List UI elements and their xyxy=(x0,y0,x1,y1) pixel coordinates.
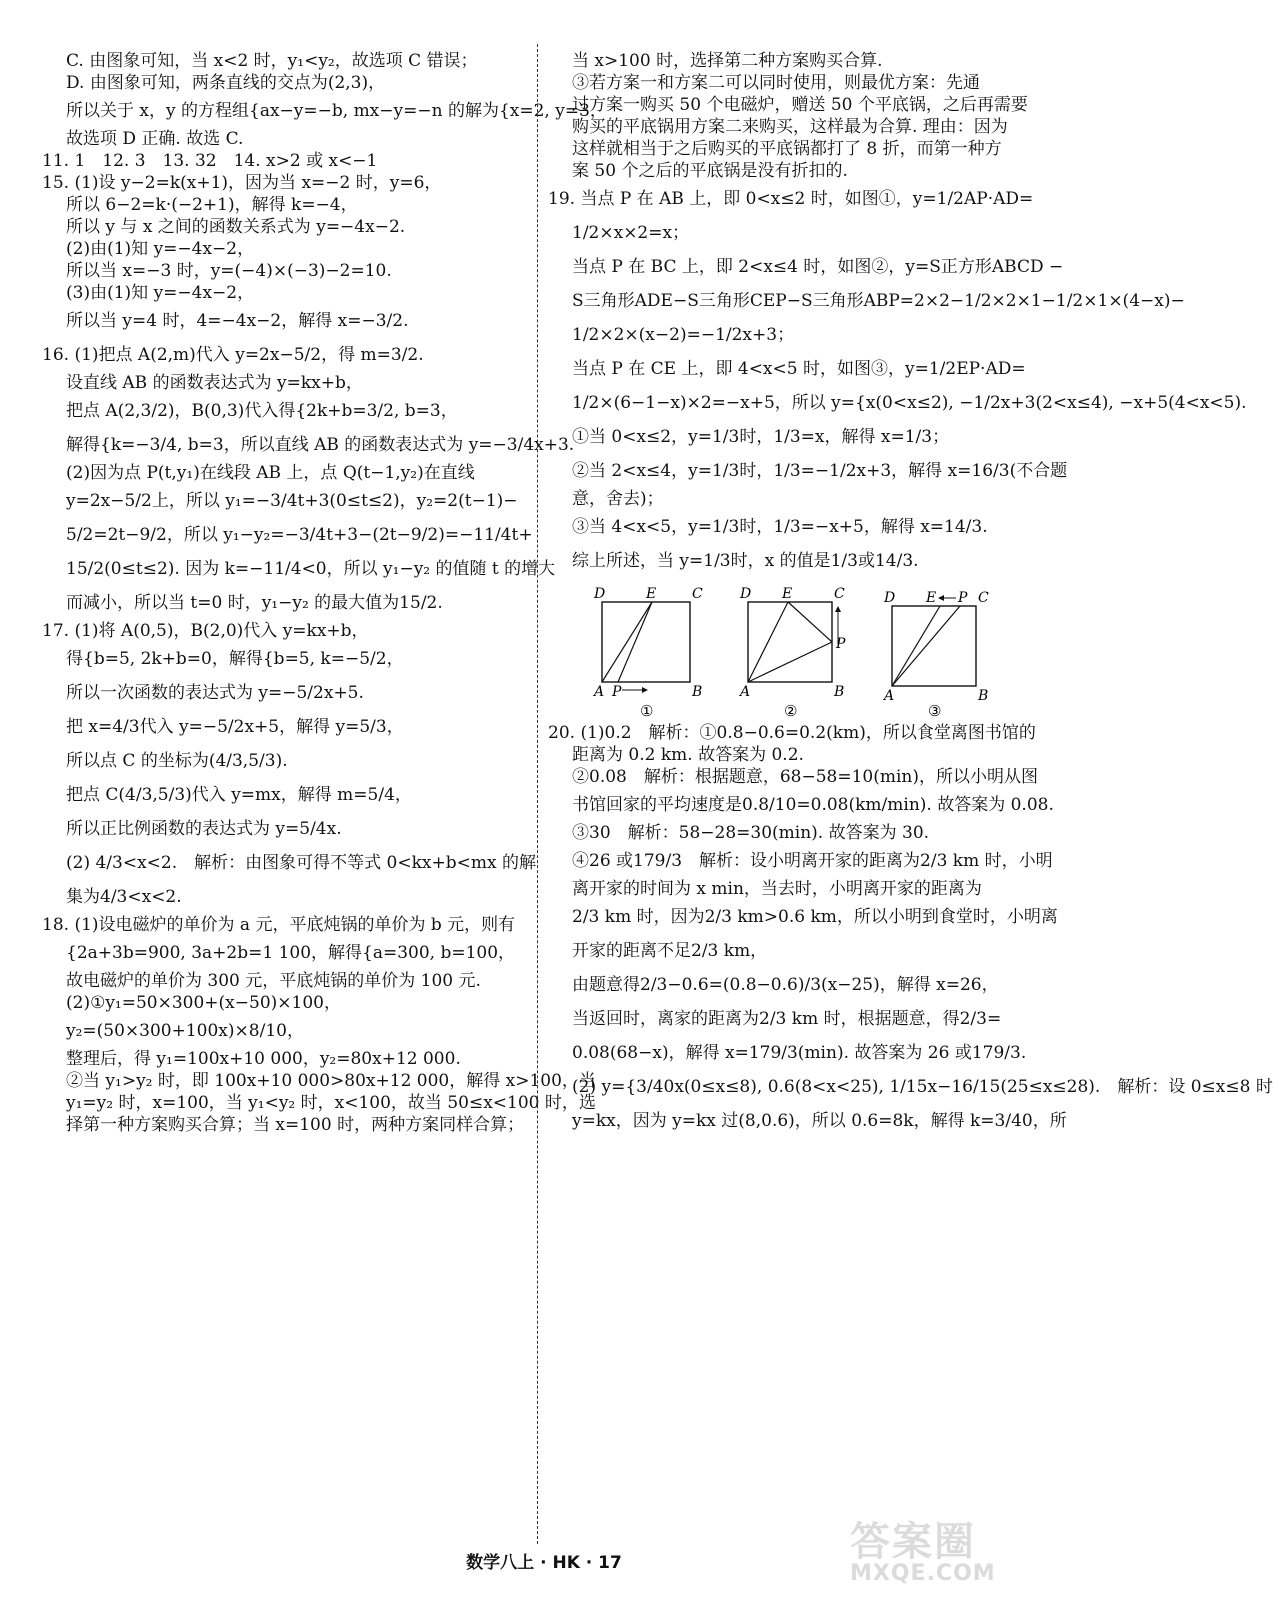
text-line: 设直线 AB 的函数表达式为 y=kx+b， xyxy=(66,373,363,393)
text-line: ③当 4<x<5，y=1/3时，1/3=−x+5，解得 x=14/3. xyxy=(572,517,988,537)
label-c: C xyxy=(692,586,703,602)
figure-3 xyxy=(882,586,1002,720)
text-line: (2) 4/3<x<2. 解析：由图象可得不等式 0<kx+b<mx 的解 xyxy=(66,853,536,873)
text-line: 离开家的时间为 x min，当去时，小明离开家的距离为 xyxy=(572,879,982,899)
text-line: 2/3 km 时，因为2/3 km>0.6 km，所以小明到食堂时，小明离 xyxy=(572,907,1058,927)
text-line: (2)由(1)知 y=−4x−2， xyxy=(66,239,255,259)
text-line: 1/2×(6−1−x)×2=−x+5，所以 y={x(0<x≤2), −1/2x+3(2<x≤4), −x+5(4<x<5). xyxy=(572,393,1247,413)
text-line: 集为4/3<x<2. xyxy=(66,887,182,907)
text-line: {2a+3b=900, 3a+2b=1 100，解得{a=300, b=100， xyxy=(66,943,516,963)
text-line: y₂=(50×300+100x)×8/10， xyxy=(66,1021,304,1041)
figure-1 xyxy=(592,586,703,720)
label-e: E xyxy=(926,590,937,606)
text-line: 购买的平底锅用方案二来购买，这样最为合算. 理由：因为 xyxy=(572,117,1008,137)
text-line: 开家的距离不足2/3 km， xyxy=(572,941,768,961)
text-line: ④26 或179/3 解析：设小明离开家的距离为2/3 km 时，小明 xyxy=(572,851,1053,871)
figure-2 xyxy=(738,586,858,720)
text-line: 16. (1)把点 A(2,m)代入 y=2x−5/2，得 m=3/2. xyxy=(42,345,424,365)
text-line: 所以一次函数的表达式为 y=−5/2x+5. xyxy=(66,683,364,703)
right-column xyxy=(548,50,1273,1138)
text-line: ②0.08 解析：根据题意，68−58=10(min)，所以小明从图 xyxy=(572,767,1039,787)
figure-number: ③ xyxy=(928,702,942,720)
text-line: 19. 当点 P 在 AB 上，即 0<x≤2 时，如图①，y=1/2AP·AD= xyxy=(548,189,1034,209)
text-line: ③30 解析：58−28=30(min). 故答案为 30. xyxy=(572,823,930,843)
label-p: P xyxy=(612,684,622,700)
text-line: ③若方案一和方案二可以同时使用，则最优方案：先通 xyxy=(572,73,980,93)
text-line: 而减小，所以当 t=0 时，y₁−y₂ 的最大值为15/2. xyxy=(66,593,443,613)
figure-number: ① xyxy=(640,702,654,720)
label-e: E xyxy=(782,586,793,602)
text-line: 11. 1 12. 3 13. 32 14. x>2 或 x<−1 xyxy=(42,151,378,171)
text-line: 过方案一购买 50 个电磁炉，赠送 50 个平底锅，之后再需要 xyxy=(572,95,1028,115)
text-line: 18. (1)设电磁炉的单价为 a 元，平底炖锅的单价为 b 元，则有 xyxy=(42,915,516,935)
watermark xyxy=(850,1510,1080,1595)
text-line: 这样就相当于之后购买的平底锅都打了 8 折，而第一种方 xyxy=(572,139,1002,159)
text-line: 综上所述，当 y=1/3时，x 的值是1/3或14/3. xyxy=(572,551,919,571)
text-line: 所以 y 与 x 之间的函数关系式为 y=−4x−2. xyxy=(66,217,406,237)
text-line: 所以当 y=4 时，4=−4x−2，解得 x=−3/2. xyxy=(66,311,409,331)
label-b: B xyxy=(692,684,703,700)
text-line: 17. (1)将 A(0,5)，B(2,0)代入 y=kx+b， xyxy=(42,621,369,641)
text-line: 书馆回家的平均速度是0.8/10=0.08(km/min). 故答案为 0.08. xyxy=(572,795,1054,815)
text-line: 所以正比例函数的表达式为 y=5/4x. xyxy=(66,819,342,839)
text-line: 所以当 x=−3 时，y=(−4)×(−3)−2=10. xyxy=(66,261,392,281)
text-line: S三角形ADE−S三角形CEP−S三角形ABP=2×2−1/2×2×1−1/2×1×(4−x)− xyxy=(572,291,1185,311)
text-line: 故电磁炉的单价为 300 元，平底炖锅的单价为 100 元. xyxy=(66,971,481,991)
text-line: 由题意得2/3−0.6=(0.8−0.6)/3(x−25)，解得 x=26， xyxy=(572,975,999,995)
text-line: 所以点 C 的坐标为(4/3,5/3). xyxy=(66,751,288,771)
text-line: 案 50 个之后的平底锅是没有折扣的. xyxy=(572,161,848,181)
text-line: 整理后，得 y₁=100x+10 000，y₂=80x+12 000. xyxy=(66,1049,461,1069)
text-line: 所以关于 x，y 的方程组{ax−y=−b, mx−y=−n 的解为{x=2, y=3， xyxy=(66,101,607,121)
label-p: P xyxy=(836,636,846,652)
label-b: B xyxy=(834,684,845,700)
text-line: 1/2×2×(x−2)=−1/2x+3； xyxy=(572,325,795,345)
text-line: 距离为 0.2 km. 故答案为 0.2. xyxy=(572,745,804,765)
label-b: B xyxy=(978,688,989,704)
watermark-url: MXQE.COM xyxy=(850,1561,996,1586)
text-line: y₁=y₂ 时，x=100，当 y₁<y₂ 时，x<100，故当 50≤x<100 时，选 xyxy=(66,1093,596,1113)
right-bottom-block xyxy=(548,722,1273,1138)
text-line: 当点 P 在 CE 上，即 4<x<5 时，如图③，y=1/2EP·AD= xyxy=(572,359,1026,379)
text-line: 得{b=5, 2k+b=0，解得{b=5, k=−5/2， xyxy=(66,649,404,669)
text-line: 15/2(0≤t≤2). 因为 k=−11/4<0，所以 y₁−y₂ 的值随 t 的增大 xyxy=(66,559,556,579)
text-line: 当 x>100 时，选择第二种方案购买合算. xyxy=(572,51,883,71)
text-line: 把点 A(2,3/2)，B(0,3)代入得{2k+b=3/2, b=3， xyxy=(66,401,458,421)
label-d: D xyxy=(740,586,752,602)
right-top-block xyxy=(548,50,1247,578)
text-line: 5/2=2t−9/2，所以 y₁−y₂=−3/4t+3−(2t−9/2)=−11/4t+ xyxy=(66,525,533,545)
text-line: 当返回时，离家的距离为2/3 km 时，根据题意，得2/3= xyxy=(572,1009,1002,1029)
text-line: (2) y={3/40x(0≤x≤8), 0.6(8<x<25), 1/15x−16/15(25≤x≤28). 解析：设 0≤x≤8 时 xyxy=(572,1077,1273,1097)
text-line: 当点 P 在 BC 上，即 2<x≤4 时，如图②，y=S正方形ABCD − xyxy=(572,257,1064,277)
text-line: 把点 C(4/3,5/3)代入 y=mx，解得 m=5/4， xyxy=(66,785,412,805)
text-line: C. 由图象可知，当 x<2 时，y₁<y₂，故选项 C 错误； xyxy=(66,51,478,71)
figure-number: ② xyxy=(784,702,798,720)
text-line: ①当 0<x≤2，y=1/3时，1/3=x，解得 x=1/3； xyxy=(572,427,950,447)
label-a: A xyxy=(884,688,895,704)
text-line: 15. (1)设 y−2=k(x+1)，因为当 x=−2 时，y=6， xyxy=(42,173,442,193)
text-line: 解得{k=−3/4, b=3，所以直线 AB 的函数表达式为 y=−3/4x+3. xyxy=(66,435,575,455)
text-line: 所以 6−2=k·(−2+1)，解得 k=−4， xyxy=(66,195,358,215)
text-line: 0.08(68−x)，解得 x=179/3(min). 故答案为 26 或179/3. xyxy=(572,1043,1027,1063)
text-line: 择第一种方案购买合算；当 x=100 时，两种方案同样合算； xyxy=(66,1115,525,1135)
figures-row xyxy=(548,586,1046,720)
text-line: 1/2×x×2=x； xyxy=(572,223,690,243)
label-d: D xyxy=(884,590,896,606)
text-line: ②当 y₁>y₂ 时，即 100x+10 000>80x+12 000，解得 x>100，当 xyxy=(66,1071,596,1091)
column-divider xyxy=(537,44,538,1544)
label-p: P xyxy=(958,590,968,606)
text-line: D. 由图象可知，两条直线的交点为(2,3)， xyxy=(66,73,386,93)
label-d: D xyxy=(594,586,606,602)
watermark-text: 答案圈 xyxy=(850,1519,976,1565)
text-line: y=2x−5/2上，所以 y₁=−3/4t+3(0≤t≤2)，y₂=2(t−1)− xyxy=(66,491,518,511)
text-line: y=kx，因为 y=kx 过(8,0.6)，所以 0.6=8k，解得 k=3/40，所 xyxy=(572,1111,1067,1131)
text-line: 20. (1)0.2 解析：①0.8−0.6=0.2(km)，所以食堂离图书馆的 xyxy=(548,723,1036,743)
label-c: C xyxy=(834,586,845,602)
label-e: E xyxy=(646,586,657,602)
text-line: (2)因为点 P(t,y₁)在线段 AB 上，点 Q(t−1,y₂)在直线 xyxy=(66,463,475,483)
left-column xyxy=(42,50,607,1136)
text-line: (2)①y₁=50×300+(x−50)×100， xyxy=(66,993,341,1013)
page-footer: 数学八上 · HK · 17 xyxy=(466,1553,622,1573)
text-line: (3)由(1)知 y=−4x−2， xyxy=(66,283,255,303)
text-line: 把 x=4/3代入 y=−5/2x+5，解得 y=5/3， xyxy=(66,717,404,737)
label-a: A xyxy=(594,684,605,700)
text-line: 意，舍去)； xyxy=(572,489,664,509)
text-line: ②当 2<x≤4，y=1/3时，1/3=−1/2x+3，解得 x=16/3(不合题 xyxy=(572,461,1068,481)
text-line: 故选项 D 正确. 故选 C. xyxy=(66,129,244,149)
label-c: C xyxy=(978,590,989,606)
label-a: A xyxy=(740,684,751,700)
